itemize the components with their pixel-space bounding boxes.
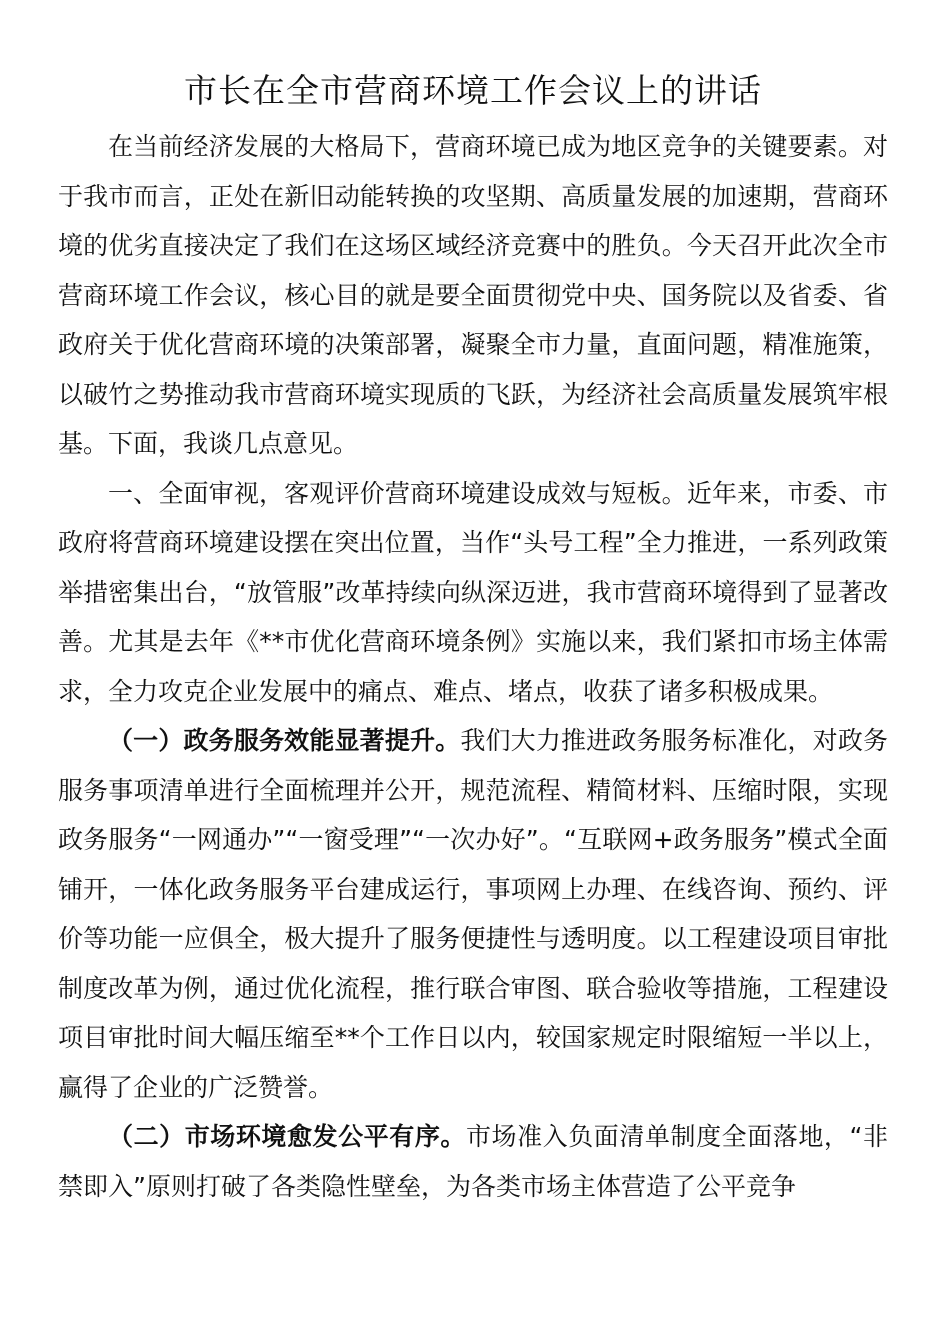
paragraph-lead-heading: （二）市场环境愈发公平有序。 xyxy=(108,1122,466,1151)
paragraph-text: 一、全面审视，客观评价营商环境建设成效与短板。近年来，市委、市政府将营商环境建设摆在突出位置，当作“头号工程”全力推进，一系列政策举措密集出台，“放管服”改革持续向纵深迈进，我市营商环境得到了显著改善。尤其是去年《**市优化营商环境条例》实施以来，我们紧扣市场主体需求，全力攻克企业发展中的痛点、难点、堵点，收获了诸多积极成果。 xyxy=(58,478,888,706)
paragraph-text: 在当前经济发展的大格局下，营商环境已成为地区竞争的关键要素。对于我市而言，正处在新旧动能转换的攻坚期、高质量发展的加速期，营商环境的优劣直接决定了我们在这场区域经济竞赛中的胜负。今天召开此次全市营商环境工作会议，核心目的就是要全面贯彻党中央、国务院以及省委、省政府关于优化营商环境的决策部署，凝聚全市力量，直面问题，精准施策，以破竹之势推动我市营商环境实现质的飞跃，为经济社会高质量发展筑牢根基。下面，我谈几点意见。 xyxy=(58,132,888,458)
paragraph-lead-heading: （一）政务服务效能显著提升。 xyxy=(108,726,461,755)
paragraph-subsection-two xyxy=(58,1112,888,1211)
paragraph-text: 市场准入负面清单制度全面落地，“非禁即入”原则打破了各类隐性壁垒，为各类市场主体营造了公平竞争 xyxy=(58,1122,888,1201)
paragraph-text: 我们大力推进政务服务标准化，对政务服务事项清单进行全面梳理并公开，规范流程、精简材料、压缩时限，实现政务服务“一网通办”“一窗受理”“一次办好”。“互联网+政务服务”模式全面铺开，一体化政务服务平台建成运行，事项网上办理、在线咨询、预约、评价等功能一应俱全，极大提升了服务便捷性与透明度。以工程建设项目审批制度改革为例，通过优化流程，推行联合审图、联合验收等措施，工程建设项目审批时间大幅压缩至**个工作日以内，较国家规定时限缩短一半以上，赢得了企业的广泛赞誉。 xyxy=(58,726,888,1102)
paragraph-intro xyxy=(58,122,888,469)
document-title: 市长在全市营商环境工作会议上的讲话 xyxy=(184,71,762,110)
paragraph-section-one xyxy=(58,469,888,717)
paragraph-subsection-one xyxy=(58,716,888,1112)
